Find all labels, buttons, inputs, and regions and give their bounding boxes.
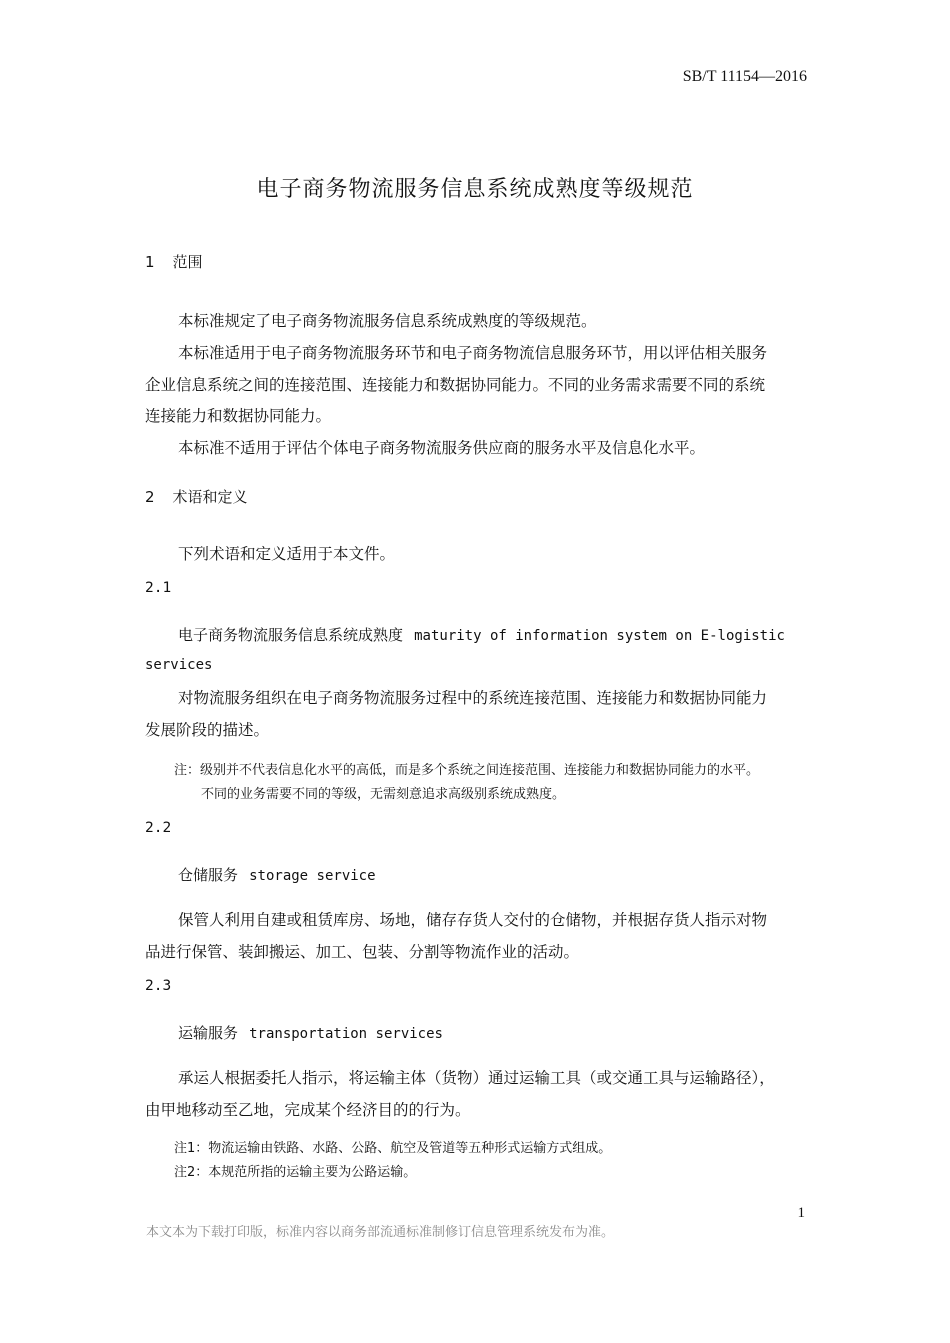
note-text: 本规范所指的运输主要为公路运输。 bbox=[208, 1165, 417, 1180]
page-number: 1 bbox=[797, 1205, 805, 1221]
term-entry bbox=[178, 864, 376, 885]
clause-number: 2.3 bbox=[145, 978, 172, 994]
note-text: 级别并不代表信息化水平的高低，而是多个系统之间连接范围、连接能力和数据协同能力的水平。 bbox=[200, 763, 760, 778]
term-chinese: 电子商务物流服务信息系统成熟度 bbox=[178, 626, 404, 644]
note bbox=[174, 759, 759, 778]
section-2-heading bbox=[145, 486, 248, 507]
footer-disclaimer: 本文本为下载打印版，标准内容以商务部流通标准制修订信息管理系统发布为准。 bbox=[146, 1225, 615, 1240]
definition-line: 承运人根据委托人指示，将运输主体（货物）通过运输工具（或交通工具与运输路径）， bbox=[178, 1069, 775, 1087]
paragraph: 下列术语和定义适用于本文件。 bbox=[178, 545, 396, 563]
note-continued: 不同的业务需要不同的等级，无需刻意追求高级别系统成熟度。 bbox=[201, 787, 566, 802]
paragraph-line: 本标准适用于电子商务物流服务环节和电子商务物流信息服务环节，用以评估相关服务 bbox=[178, 344, 768, 362]
term-english: transportation services bbox=[249, 1026, 443, 1042]
paragraph-line bbox=[145, 373, 807, 395]
section-title: 范围 bbox=[172, 253, 203, 271]
document-title: 电子商务物流服务信息系统成熟度等级规范 bbox=[256, 177, 694, 202]
standard-code: SB/T 11154—2016 bbox=[682, 68, 807, 85]
note-label: 注2： bbox=[174, 1165, 209, 1180]
term-entry bbox=[178, 1022, 443, 1043]
definition-line: 保管人利用自建或租赁库房、场地，储存存货人交付的仓储物，并根据存货人指示对物 bbox=[178, 911, 768, 929]
section-number: 2 bbox=[145, 488, 155, 506]
term-english: storage service bbox=[249, 868, 376, 884]
term-english: maturity of information system on E-logistic bbox=[414, 628, 785, 644]
section-number: 1 bbox=[145, 253, 155, 271]
note-text: 物流运输由铁路、水路、公路、航空及管道等五种形式运输方式组成。 bbox=[208, 1141, 612, 1156]
section-1-heading bbox=[145, 251, 203, 272]
paragraph: 本标准规定了电子商务物流服务信息系统成熟度的等级规范。 bbox=[178, 312, 597, 330]
line-text: 企业信息系统之间的连接范围、连接能力和数据协同能力。不同的业务需求需要不同的系统 bbox=[145, 376, 766, 394]
paragraph-line: 连接能力和数据协同能力。 bbox=[145, 407, 332, 425]
note-label: 注： bbox=[174, 763, 201, 778]
definition-line: 品进行保管、装卸搬运、加工、包装、分割等物流作业的活动。 bbox=[145, 943, 580, 961]
section-title: 术语和定义 bbox=[172, 488, 248, 506]
term-entry bbox=[178, 624, 785, 645]
note-1 bbox=[174, 1137, 611, 1156]
clause-number: 2.2 bbox=[145, 820, 172, 836]
term-chinese: 运输服务 bbox=[178, 1024, 239, 1042]
definition-line: 发展阶段的描述。 bbox=[145, 721, 270, 739]
paragraph: 本标准不适用于评估个体电子商务物流服务供应商的服务水平及信息化水平。 bbox=[178, 439, 706, 457]
clause-number: 2.1 bbox=[145, 580, 172, 596]
term-english-continued: services bbox=[145, 657, 213, 673]
note-label: 注1： bbox=[174, 1141, 209, 1156]
definition-line: 由甲地移动至乙地，完成某个经济目的的行为。 bbox=[145, 1101, 471, 1119]
definition-line: 对物流服务组织在电子商务物流服务过程中的系统连接范围、连接能力和数据协同能力 bbox=[178, 689, 768, 707]
term-chinese: 仓储服务 bbox=[178, 866, 239, 884]
note-2 bbox=[174, 1161, 416, 1180]
